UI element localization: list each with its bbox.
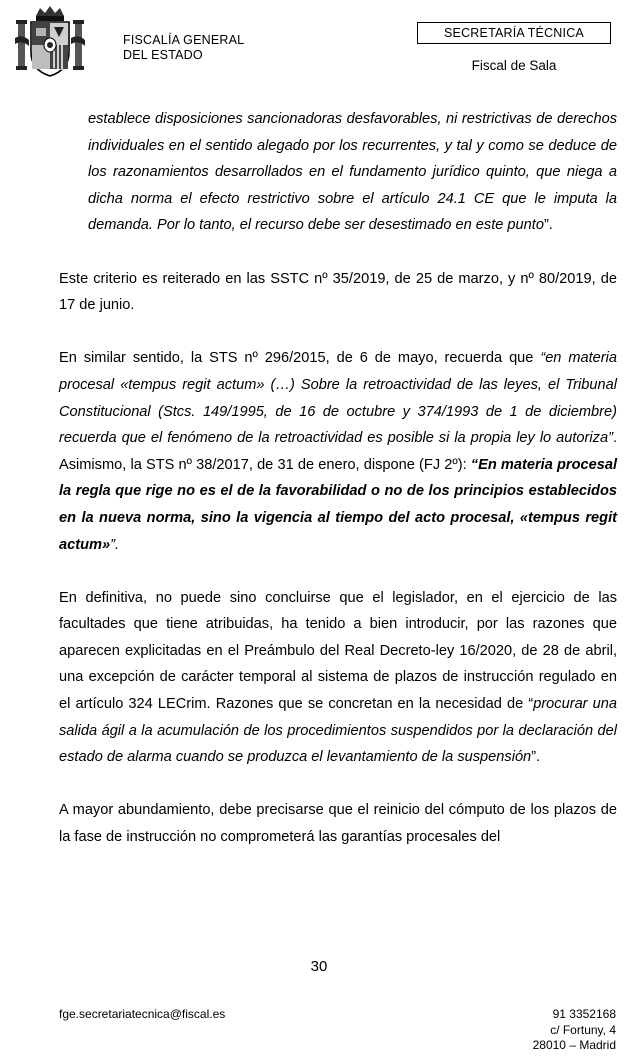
p2-close-quote: ”. xyxy=(110,536,120,553)
page-number: 30 xyxy=(310,958,328,975)
issuer-line-2: DEL ESTADO xyxy=(123,48,203,62)
issuer-name xyxy=(123,33,244,63)
footer-phone: 91 3352168 xyxy=(552,1007,616,1021)
quoted-paragraph xyxy=(88,106,617,239)
paragraph-3 xyxy=(59,585,617,771)
p2-intro: En similar sentido, la STS nº 296/2015, de 6 de mayo, recuerda que xyxy=(59,350,541,367)
document-body xyxy=(59,106,617,851)
p3-quote: procurar una salida ágil a la acumulación de los procedimientos suspendidos por la declaración del estado de alarma cuando se produzca el levantamiento de la suspensión xyxy=(59,696,617,766)
quote-text: establece disposiciones sancionadoras desfavorables, ni restrictivas de derechos individuales en el sentido alegado por los recurrentes, y tal y como se deduce de los razonamientos desarrollados en el fundamento jurídico quinto, que niega a dicha norma el efecto restrictivo sobre el artículo 24.1 CE que le imputa la demanda. Por lo tanto, el recurso debe ser desestimado en este punto xyxy=(88,111,617,234)
issuer-line-1: FISCALÍA GENERAL xyxy=(123,33,245,47)
p2-open-quote: “ xyxy=(470,456,479,473)
footer-city: 28010 – Madrid xyxy=(532,1038,616,1052)
department-subtitle: Fiscal de Sala xyxy=(471,58,557,73)
p3-close: ”. xyxy=(531,749,541,766)
paragraph-4: A mayor abundamiento, debe precisarse que el reinicio del cómputo de los plazos de la fase de instrucción no comprometerá las garantías procesales del xyxy=(59,802,617,846)
p3-text: En definitiva, no puede sino concluirse que el legislador, en el ejercicio de las facultades que tiene atribuidas, ha tenido a bien introducir, por las razones que aparecen explicitadas en el Preámbulo del Real Decreto-ley 16/2020, de 28 de abril, una excepción de carácter temporal al sistema de plazos de instrucción regulado en el artículo 324 LECrim. Razones que se concretan en la necesidad de “ xyxy=(59,589,617,713)
coat-of-arms-icon xyxy=(14,4,86,80)
p2-quote-2: En materia procesal la regla que rige no es el de la favorabilidad o no de los principios establecidos en la nueva norma, sino la vigencia al tiempo del acto procesal, «tempus regit actum» xyxy=(59,456,617,553)
footer-email: fge.secretariatecnica@fiscal.es xyxy=(59,1007,226,1021)
paragraph-1: Este criterio es reiterado en las SSTC nº 35/2019, de 25 de marzo, y nº 80/2019, de 17 de junio. xyxy=(59,270,617,314)
department-box: SECRETARÍA TÉCNICA xyxy=(417,22,611,44)
footer-street: c/ Fortuny, 4 xyxy=(550,1022,616,1037)
p2-quote-1: “en materia procesal «tempus regit actum» (…) Sobre la retroactividad de las leyes, el Tribunal Constitucional (Stcs. 149/1995, de 16 de octubre y 374/1993 de 1 de diciembre) recuerda que el fenómeno de la retroactividad es posible si la propia ley lo autoriza” xyxy=(59,350,617,447)
paragraph-2 xyxy=(59,345,617,558)
footer-address xyxy=(533,1007,616,1054)
quote-close: ”. xyxy=(543,217,553,234)
p2-middle: . Asimismo, la STS nº 38/2017, de 31 de enero, dispone (FJ 2º): xyxy=(59,430,617,473)
